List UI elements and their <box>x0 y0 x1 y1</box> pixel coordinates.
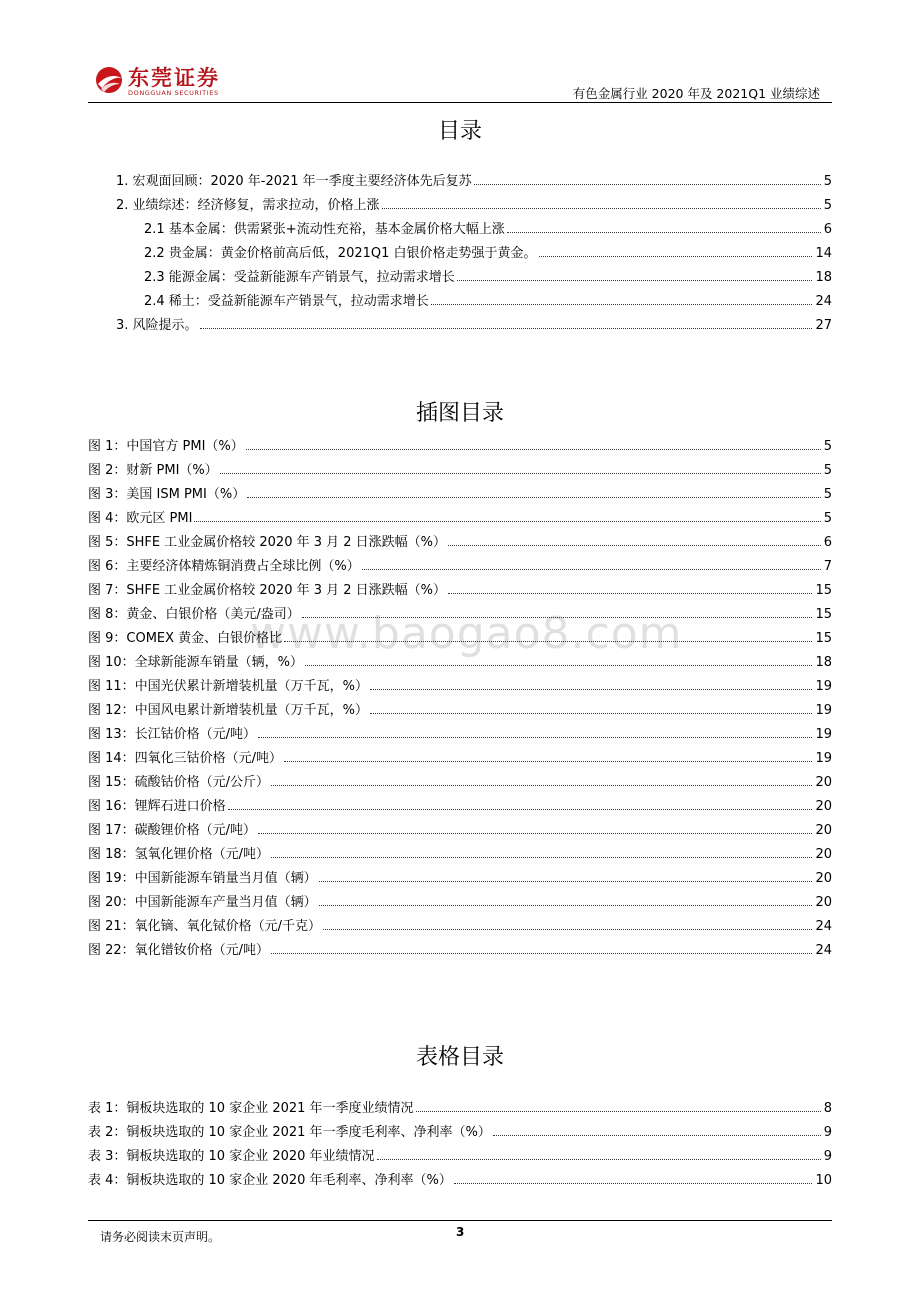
figure-entry[interactable] <box>88 749 832 769</box>
toc-entry-page: 24 <box>815 294 832 309</box>
figure-entry[interactable] <box>88 893 832 913</box>
logo-subtext: DONGGUAN SECURITIES <box>128 89 219 97</box>
leader-dots <box>377 1158 821 1160</box>
toc-entry-label: 2. 业绩综述：经济修复，需求拉动，价格上涨 <box>116 198 380 213</box>
figure-entry-label: 图 9：COMEX 黄金、白银价格比 <box>88 631 283 646</box>
leader-dots <box>448 592 812 594</box>
figure-entry-label: 图 3：美国 ISM PMI（%） <box>88 487 246 502</box>
table-entry-label: 表 2：铜板块选取的 10 家企业 2021 年一季度毛利率、净利率（%） <box>88 1125 491 1140</box>
figure-entry-page: 20 <box>815 895 832 910</box>
leader-dots <box>200 327 813 329</box>
figure-entry-page: 7 <box>823 559 832 574</box>
figure-entry-page: 19 <box>815 751 832 766</box>
leader-dots <box>370 712 812 714</box>
toc-entry-page: 27 <box>815 318 832 333</box>
figure-entry-page: 20 <box>815 823 832 838</box>
figure-entry-page: 20 <box>815 799 832 814</box>
figure-entry-page: 19 <box>815 703 832 718</box>
figure-entry[interactable] <box>88 917 832 937</box>
figure-entry-page: 19 <box>815 679 832 694</box>
figure-entry-page: 5 <box>823 487 832 502</box>
toc-entry[interactable] <box>116 196 832 216</box>
toc-entry-label: 2.1 基本金属：供需紧张+流动性充裕，基本金属价格大幅上涨 <box>144 222 505 237</box>
figure-entry-label: 图 20：中国新能源车产量当月值（辆） <box>88 895 317 910</box>
toc-entry-page: 14 <box>815 246 832 261</box>
table-entry-label: 表 3：铜板块选取的 10 家企业 2020 年业绩情况 <box>88 1149 375 1164</box>
leader-dots <box>305 664 812 666</box>
leader-dots <box>474 183 821 185</box>
figure-entry-label: 图 8：黄金、白银价格（美元/盎司） <box>88 607 300 622</box>
logo-text: 东莞证券 <box>128 65 220 90</box>
toc-entry[interactable] <box>144 220 832 240</box>
figures-title: 插图目录 <box>415 401 504 426</box>
figure-entry-label: 图 22：氧化镨钕价格（元/吨） <box>88 943 270 958</box>
leader-dots <box>284 640 812 642</box>
figure-entry-label: 图 13：长江钴价格（元/吨） <box>88 727 257 742</box>
figure-entry[interactable] <box>88 725 832 745</box>
figure-entry[interactable] <box>88 677 832 697</box>
page-number: 3 <box>456 1225 465 1239</box>
watermark: www.baogao8.com <box>250 608 683 659</box>
disclaimer-note: 请务必阅读末页声明。 <box>100 1230 221 1244</box>
figure-entry-label: 图 4：欧元区 PMI <box>88 511 193 526</box>
toc-entry-label: 1. 宏观面回顾：2020 年-2021 年一季度主要经济体先后复苏 <box>116 174 472 189</box>
figure-entry-page: 6 <box>823 535 832 550</box>
figure-entry[interactable] <box>88 845 832 865</box>
leader-dots <box>319 904 813 906</box>
figure-entry-page: 15 <box>815 631 832 646</box>
leader-dots <box>220 472 821 474</box>
figure-entry-label: 图 17：碳酸锂价格（元/吨） <box>88 823 257 838</box>
toc-entry[interactable] <box>116 172 832 192</box>
figure-entry-page: 20 <box>815 871 832 886</box>
table-entry-page: 8 <box>823 1101 832 1116</box>
figure-entry-page: 5 <box>823 511 832 526</box>
leader-dots <box>284 760 812 762</box>
toc-entry[interactable] <box>144 244 832 264</box>
report-title: 有色金属行业 2020 年及 2021Q1 业绩综述 <box>572 86 820 101</box>
figure-entry-label: 图 6：主要经济体精炼铜消费占全球比例（%） <box>88 559 360 574</box>
table-entry-label: 表 1：铜板块选取的 10 家企业 2021 年一季度业绩情况 <box>88 1101 414 1116</box>
toc-entry-page: 18 <box>815 270 832 285</box>
figure-entry[interactable] <box>88 869 832 889</box>
toc-entry[interactable] <box>144 268 832 288</box>
toc-entry-page: 5 <box>823 198 832 213</box>
table-entry-label: 表 4：铜板块选取的 10 家企业 2020 年毛利率、净利率（%） <box>88 1173 452 1188</box>
figure-entry-page: 15 <box>815 607 832 622</box>
leader-dots <box>246 448 821 450</box>
table-entry-page: 10 <box>815 1173 832 1188</box>
figure-entry[interactable] <box>88 581 832 601</box>
dongguan-securities-logo-icon <box>92 64 126 96</box>
figure-entry[interactable] <box>88 629 832 649</box>
leader-dots <box>271 952 812 954</box>
figure-entry-label: 图 18：氢氧化锂价格（元/吨） <box>88 847 270 862</box>
leader-dots <box>228 808 813 810</box>
leader-dots <box>457 279 813 281</box>
leader-dots <box>454 1182 813 1184</box>
figure-entry-label: 图 11：中国光伏累计新增装机量（万千瓦，%） <box>88 679 369 694</box>
leader-dots <box>302 616 813 618</box>
leader-dots <box>493 1134 821 1136</box>
toc-entry[interactable] <box>116 316 832 336</box>
table-entry[interactable] <box>88 1171 832 1191</box>
figure-entry-label: 图 5：SHFE 工业金属价格较 2020 年 3 月 2 日涨跌幅（%） <box>88 535 447 550</box>
leader-dots <box>382 207 821 209</box>
figure-entry-page: 24 <box>815 919 832 934</box>
figure-entry-label: 图 2：财新 PMI（%） <box>88 463 218 478</box>
header-divider <box>88 102 832 103</box>
figure-entry[interactable] <box>88 797 832 817</box>
figure-entry-page: 18 <box>815 655 832 670</box>
toc-entry-page: 5 <box>823 174 832 189</box>
leader-dots <box>258 832 812 834</box>
figure-entry-label: 图 14：四氧化三钴价格（元/吨） <box>88 751 283 766</box>
figure-entry-label: 图 7：SHFE 工业金属价格较 2020 年 3 月 2 日涨跌幅（%） <box>88 583 447 598</box>
figure-entry[interactable] <box>88 437 832 457</box>
toc-entry-label: 2.2 贵金属：黄金价格前高后低，2021Q1 白银价格走势强于黄金。 <box>144 246 537 261</box>
leader-dots <box>370 688 812 690</box>
figure-entry-label: 图 21：氧化镝、氧化铽价格（元/千克） <box>88 919 322 934</box>
figure-entry[interactable] <box>88 509 832 529</box>
table-entry-page: 9 <box>823 1125 832 1140</box>
leader-dots <box>323 928 812 930</box>
toc-entry-page: 6 <box>823 222 832 237</box>
figure-entry[interactable] <box>88 533 832 553</box>
leader-dots <box>416 1110 821 1112</box>
figure-entry-page: 20 <box>815 775 832 790</box>
toc-entry-label: 2.4 稀土：受益新能源车产销景气，拉动需求增长 <box>144 294 429 309</box>
figure-entry-label: 图 10：全球新能源车销量（辆，%） <box>88 655 304 670</box>
figure-entry-label: 图 12：中国风电累计新增装机量（万千瓦，%） <box>88 703 369 718</box>
leader-dots <box>194 520 820 522</box>
toc-entry-label: 2.3 能源金属：受益新能源车产销景气，拉动需求增长 <box>144 270 455 285</box>
footer-divider <box>88 1220 832 1221</box>
leader-dots <box>539 255 813 257</box>
leader-dots <box>431 303 813 305</box>
figure-entry[interactable] <box>88 773 832 793</box>
tables-title: 表格目录 <box>415 1045 504 1070</box>
figure-entry-page: 19 <box>815 727 832 742</box>
figure-entry[interactable] <box>88 605 832 625</box>
figure-entry[interactable] <box>88 557 832 577</box>
toc-title: 目录 <box>437 119 482 144</box>
figure-entry[interactable] <box>88 653 832 673</box>
table-entry[interactable] <box>88 1123 832 1143</box>
figure-entry[interactable] <box>88 821 832 841</box>
figure-entry-page: 5 <box>823 439 832 454</box>
table-entry[interactable] <box>88 1099 832 1119</box>
figure-entry[interactable] <box>88 485 832 505</box>
figure-entry[interactable] <box>88 701 832 721</box>
toc-entry-label: 3. 风险提示。 <box>116 318 198 333</box>
toc-entry[interactable] <box>144 292 832 312</box>
figure-entry[interactable] <box>88 461 832 481</box>
figure-entry[interactable] <box>88 941 832 961</box>
figure-entry-page: 20 <box>815 847 832 862</box>
leader-dots <box>319 880 813 882</box>
leader-dots <box>271 784 812 786</box>
leader-dots <box>271 856 812 858</box>
table-entry[interactable] <box>88 1147 832 1167</box>
figure-entry-label: 图 16：锂辉石进口价格 <box>88 799 226 814</box>
figure-entry-page: 15 <box>815 583 832 598</box>
leader-dots <box>247 496 821 498</box>
leader-dots <box>507 231 821 233</box>
page-header <box>88 62 832 102</box>
leader-dots <box>448 544 821 546</box>
leader-dots <box>258 736 812 738</box>
figure-entry-label: 图 19：中国新能源车销量当月值（辆） <box>88 871 317 886</box>
table-entry-page: 9 <box>823 1149 832 1164</box>
figure-entry-label: 图 15：硫酸钴价格（元/公斤） <box>88 775 270 790</box>
figure-entry-label: 图 1：中国官方 PMI（%） <box>88 439 244 454</box>
leader-dots <box>362 568 821 570</box>
figure-entry-page: 24 <box>815 943 832 958</box>
figure-entry-page: 5 <box>823 463 832 478</box>
